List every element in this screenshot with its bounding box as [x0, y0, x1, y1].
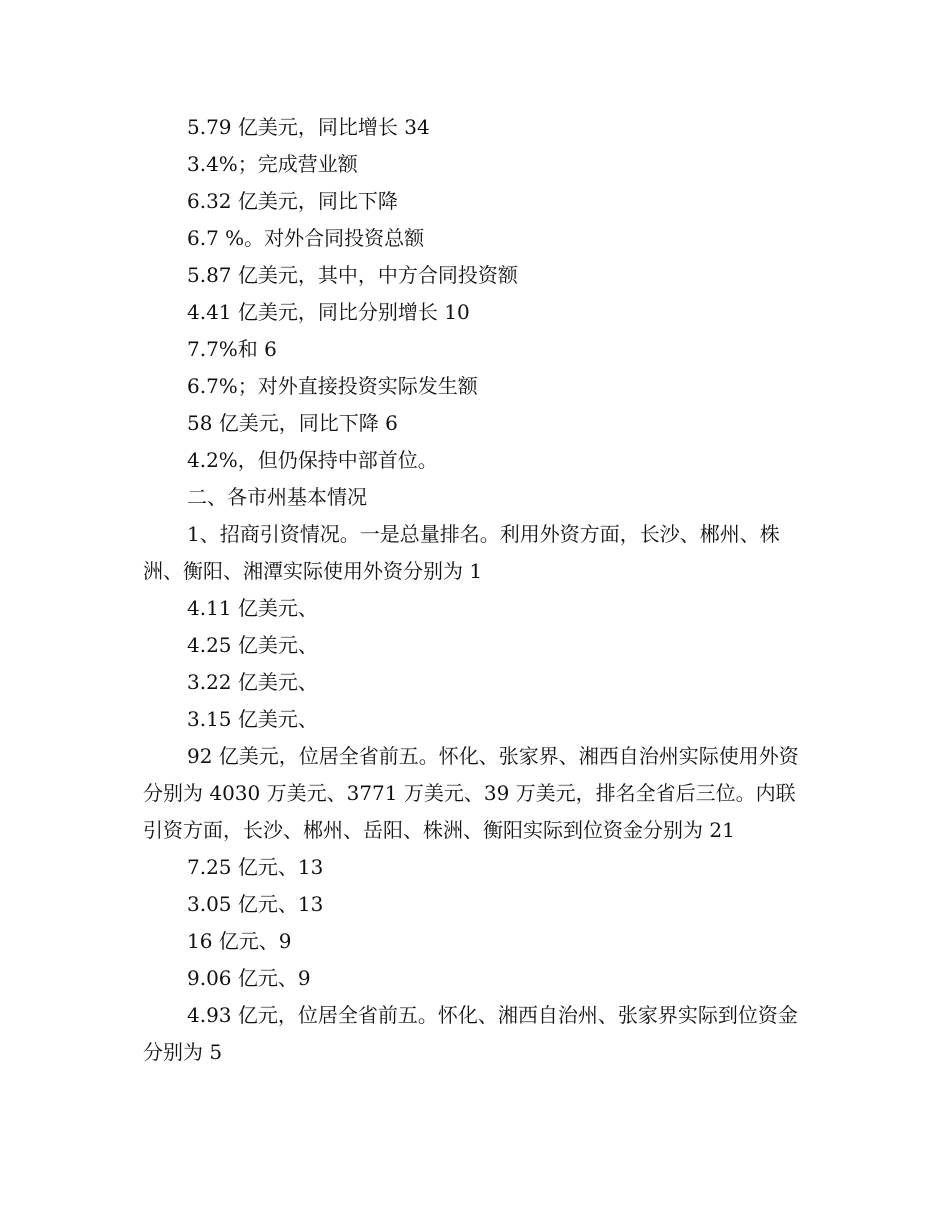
paragraph: 92 亿美元，位居全省前五。怀化、张家界、湘西自治州实际使用外资分别为 4030 万美元、3771 万美元、39 万美元，排名全省后三位。内联引资方面，长沙、郴州、岳阳、株洲、衡阳实际到位资金分别为 21 [143, 744, 799, 842]
paragraph: 3.4%；完成营业额 [187, 152, 358, 176]
paragraph: 58 亿美元，同比下降 6 [187, 411, 398, 435]
document-body [143, 109, 813, 1071]
paragraph: 5.79 亿美元，同比增长 34 [187, 115, 430, 139]
paragraph: 4.11 亿美元、 [187, 596, 318, 620]
paragraph: 6.7 %。对外合同投资总额 [187, 226, 425, 250]
paragraph: 6.7%；对外直接投资实际发生额 [187, 374, 478, 398]
paragraph: 4.25 亿美元、 [187, 633, 318, 657]
paragraph: 4.41 亿美元，同比分别增长 10 [187, 300, 470, 324]
paragraph: 9.06 亿元、9 [187, 966, 311, 990]
section-heading: 二、各市州基本情况 [187, 485, 367, 509]
paragraph: 6.32 亿美元，同比下降 [187, 189, 398, 213]
paragraph: 1、招商引资情况。一是总量排名。利用外资方面，长沙、郴州、株洲、衡阳、湘潭实际使用外资分别为 1 [143, 522, 780, 583]
paragraph: 7.25 亿元、13 [187, 855, 324, 879]
paragraph: 16 亿元、9 [187, 929, 292, 953]
paragraph: 4.93 亿元，位居全省前五。怀化、湘西自治州、张家界实际到位资金分别为 5 [143, 1003, 798, 1064]
paragraph: 3.22 亿美元、 [187, 670, 318, 694]
paragraph: 4.2%，但仍保持中部首位。 [187, 448, 438, 472]
paragraph: 3.15 亿美元、 [187, 707, 318, 731]
paragraph: 3.05 亿元、13 [187, 892, 324, 916]
paragraph: 7.7%和 6 [187, 337, 277, 361]
paragraph: 5.87 亿美元，其中，中方合同投资额 [187, 263, 518, 287]
